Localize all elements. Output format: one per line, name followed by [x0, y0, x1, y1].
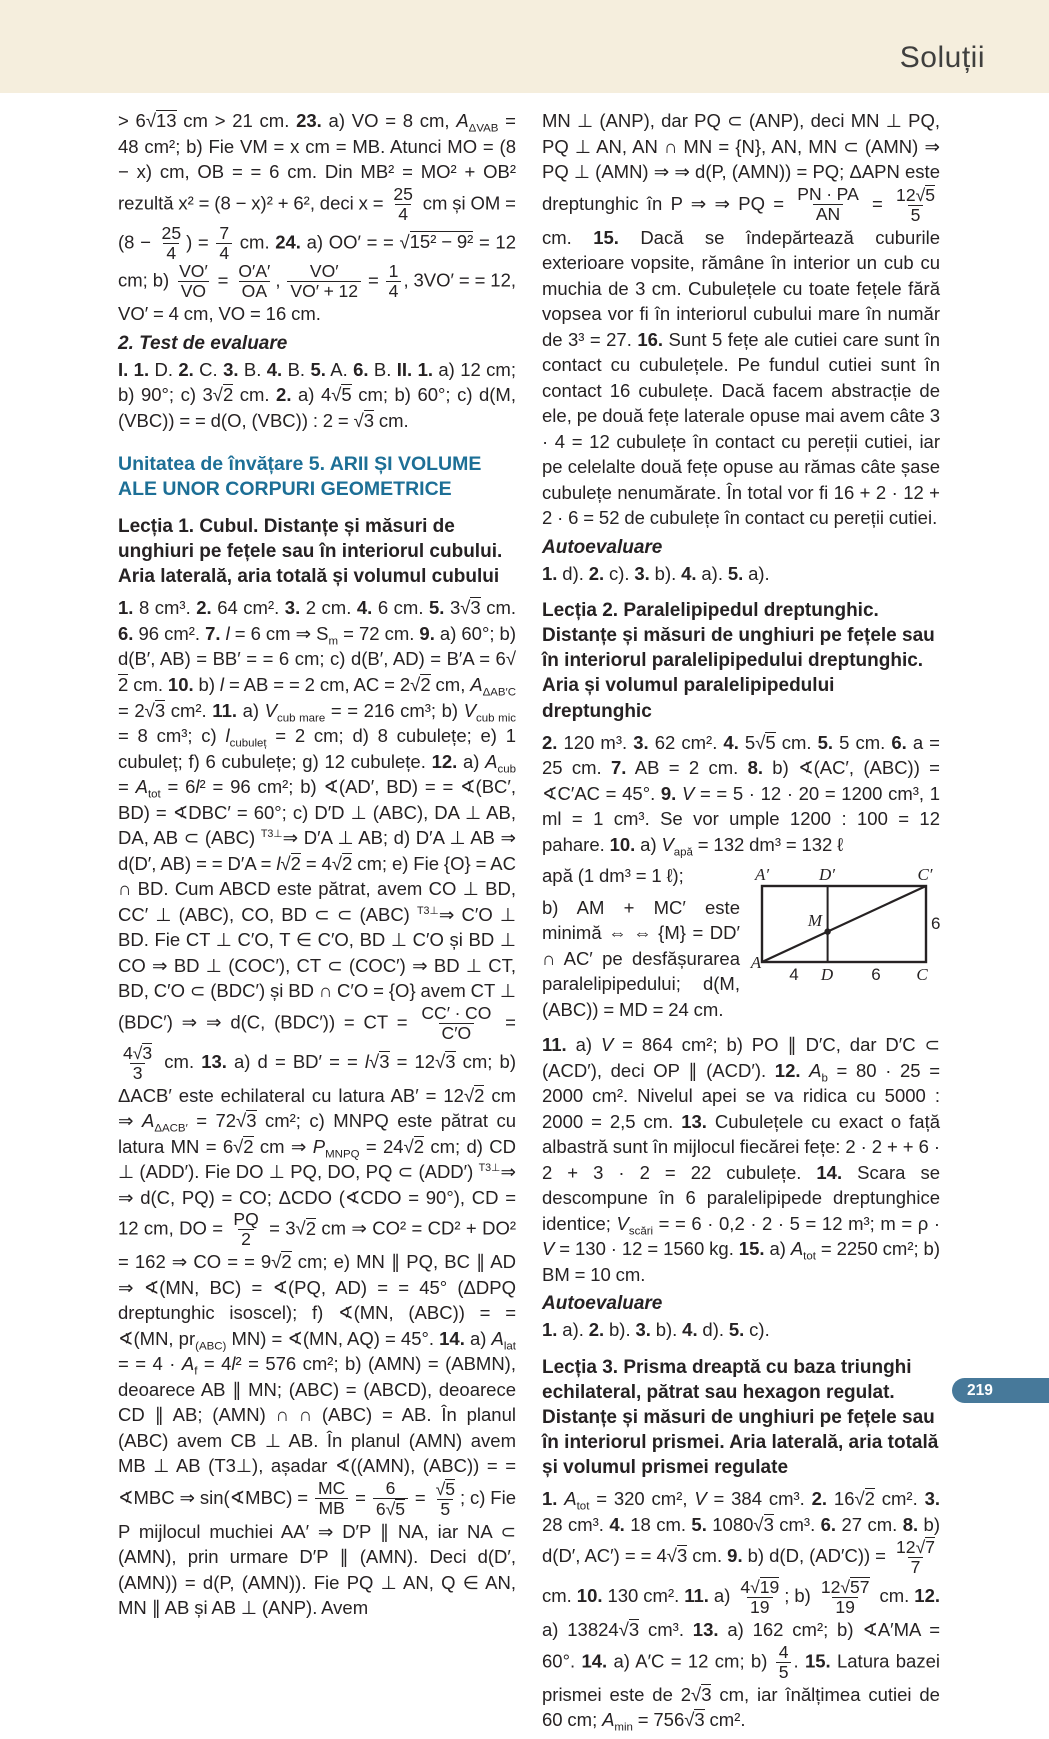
page-header-band: [0, 0, 1049, 93]
diagram-label-a-prime: A′: [754, 865, 770, 885]
diagram-label-c-prime: C′: [917, 865, 933, 885]
lesson3-heading: Lecția 3. Prisma dreaptă cu baza triunghi echilateral, pătrat sau hexagon regulat. Distanțe și măsuri de unghiuri pe fețele sau în interiorul prismei. Aria laterală, aria totală și volumul prismei regulate: [542, 1356, 939, 1479]
lesson2-solutions-a: 2. 120 m³. 3. 62 cm². 4. 5√5 cm. 5. 5 cm. 6. a = 25 cm. 7. AB = 2 cm. 8. b) ∢(AC′, (ABC)) = ∢C′AC = 45°. 9. V = = 5 · 12 · 20 = 1200 cm³, 1 ml = 1 cm³. Se vor umple 1200 : 100 = 12 pahare. 10. a) $V_{apă} = 132$ dm³ = 132 ℓ: [542, 731, 941, 859]
lesson3-solutions: 1. $A_{tot} = 320$ cm², V = 384 cm³. 2. 16√2 cm². 3. 28 cm³. 4. 18 cm. 5. 1080√3 cm³. 6. 27 cm. 8. b) d(D′, AC′) = = 4√3 cm. 9. b) d(D, (AD′C)) = $\frac{12√7}{7}$ cm. 10. 130 cm². 11. a) $\frac{4√19}{19}$ ; b) $\frac{12√57}{19}$ cm. 12. a) 13824√3 cm³. 13. a) 162 cm²; b) ∢A′MA = 60°. 14. a) A′C = 12 cm; b) $\frac{4}{5}$ . 15. Latura bazei prismei este de 2√3 cm, iar înălțimea cutiei de 60 cm; $A_{min} = 756√3$ cm².: [542, 1488, 940, 1734]
solution-paragraph-continuation-right: MN ⊥ (ANP), dar PQ ⊂ (ANP), deci MN ⊥ PQ, PQ ⊥ AN, AN ∩ MN = {N}, AN, MN ⊂ (AMN) ⇒ PQ ⊥ (AMN) ⇒ ⇒ d(P, (AMN)) = PQ; ΔAPN este dreptunghic în P ⇒ ⇒ PQ = $\frac{PN \cdot PA}{AN}$ = $\frac{12√5}{5}$ cm. 15. Dacă se îndepărtează cuburile exterioare vopsite, rămâne în interior un cub cu muchia de 3 cm. Cubulețele cu toate fețele fără vopsea vor fi în interiorul cubului mare în număr de 3³ = 27. 16. Sunt 5 fețe ale cutiei care sunt în contact cu cubulețele. Pe fundul cutiei sunt în contact 16 cubulețe. Dacă facem abstracție de ele, pe două fețe laterale opuse mai avem câte 3 · 4 = 12 cubulețe în contact cu pereții cutiei, iar pe celelalte două fețe opuse au rămas câte șase cubulețe nenumărate. În total vor fi 16 + 2 · 12 + 2 · 6 = 52 de cubulețe în contact cu pereții cutiei.: [542, 110, 941, 529]
test-evaluation-answers: I. 1. D. 2. C. 3. B. 4. B. 5. A. 6. B. II. 1. a) 12 cm; b) 90°; c) 3√2 cm. 2. a) 4√5 cm; b) 60°; c) d(M, (VBC)) = = d(O, (VBC)) : 2 = √3 cm.: [118, 358, 516, 431]
page-number: 219: [967, 1381, 993, 1399]
lesson1-solutions: 1. 8 cm³. 2. 64 cm². 3. 2 cm. 4. 6 cm. 5. 3√3 cm. 6. 96 cm². 7. l = 6 cm ⇒ $S_m = 72$ cm. 9. a) 60°; b) d(B′, AB) = BB′ = = 6 cm; c) d(B′, AD) = B′A = 6√2 cm. 10. b) l = AB = = 2 cm, AC = 2√2 cm, $A_{\Delta AB'C} = 2√3$ cm². 11. a) $V_{cub mare}$ = = 216 cm³; b) $V_{cub mic} = 8$ cm³; c) $l_{cubuleț} = 2$ cm; d) 8 cubulețe; e) 1 cubuleț; f) 6 cubulețe; g) 12 cubulețe. 12. a) $A_{cub} = A_{tot} = 6l^2 = 96$ cm²; b) ∢(AD′, BD) = = ∢(BC′, BD) = ∢DBC′ = 60°; c) D′D ⊥ (ABC), DA ⊥ AB, DA, AB ⊂ (ABC) $^{T3\perp}$⇒ D′A ⊥ AB; d) D′A ⊥ AB ⇒ d(D′, AB) = = D′A = l√2 = 4√2 cm; e) Fie {O} = AC ∩ BD. Cum ABCD este pătrat, avem CO ⊥ BD, CC′ ⊥ (ABC), CO, BD ⊂ ⊂ (ABC) $^{T3\perp}$⇒ C′O ⊥ BD. Fie CT ⊥ C′O, T ∈ C′O, BD ⊥ C′O și BD ⊥ CO ⇒ BD ⊥ (COC′), CT ⊂ (COC′) ⇒ BD ⊥ CT, BD, C′O ⊂ (BDC′) și BD ∩ C′O = {O} avem CT ⊥ (BDC′) ⇒ ⇒ d(C, (BDC′)) = CT = $\frac{CC' \cdot CO}{C'O}$ = $\frac{4√3}{3}$ cm. 13. a) d = BD′ = = l√3 = 12√3 cm; b) ΔACB′ este echilateral cu latura AB′ = 12√2 cm ⇒ $A_{\Delta ACB'} = 72√3$ cm²; c) MNPQ este pătrat cu latura MN = 6√2 cm ⇒ $P_{MNPQ} = 24√2$ cm; d) CD ⊥ (ADD′). Fie DO ⊥ PQ, DO, PQ ⊂ (ADD′) $^{T3\perp}$⇒ ⇒ d(C, PQ) = CO; ΔCDO (∢CDO = 90°), CD = 12 cm, DO = $\frac{PQ}{2}$ = 3√2 cm ⇒ CO² = CD² + DO² = 162 ⇒ CO = = 9√2 cm; e) MN ∥ PQ, BC ∥ AD ⇒ ∢(MN, BC) = ∢(PQ, AD) = = 45° (ΔDPQ dreptunghic isoscel); f) ∢(MN, (ABC)) = = ∢(MN, $pr_{(ABC)}$ MN) = ∢(MN, AQ) = 45°. 14. a) $A_{lat}$ = = $4 \cdot A_f = 4l^2 = 576$ cm²; b) (AMN) = (ABMN), deoarece AB ∥ MN; (ABC) = (ABCD), deoarece CD ∥ AB; (AMN) ∩ ∩ (ABC) = AB. În planul (ABC) avem CB ⊥ AB. În planul (AMN) avem MB ⊥ AB (T3⊥), așadar ∢((AMN), (ABC)) = = ∢MBC ⇒ sin(∢MBC) = $\frac{MC}{MB}$ = $\frac{6}{6√5}$ = $\frac{√5}{5}$ ; c) Fie P mijlocul muchiei AA′ ⇒ D′P ∥ NA, iar NA ⊂ (AMN), prin urmare D′P ∥ (AMN). Deci d(D′, (AMN)) = d(P, (AMN)). Fie PQ ⊥ AN, Q ∈ AN, MN ∥ AB și AB ⊥ (ANP). Avem: [118, 597, 517, 1619]
test-evaluation-heading: 2. Test de evaluare: [118, 332, 288, 354]
diagram-label-d: D: [820, 965, 834, 985]
diagram-label-6-right: 6: [931, 914, 940, 934]
diagram-label-a: A: [750, 953, 762, 973]
left-column: [118, 108, 516, 1739]
solution-paragraph-continuation: > 6√13 cm > 21 cm. 23. a) VO = 8 cm, $A_{\Delta VAB} = 48$ cm²; b) Fie VM = x cm = MB. Atunci MO = (8 − x) cm, OB = = 6 cm. Din MB² = MO² + OB² rezultă x² = (8 − x)² + 6², deci x = $\frac{25}{4}$ cm și OM = (8 − $\frac{25}{4}$ ) = $\frac{7}{4}$ cm. 24. a) OO′ = = √15² − 9² = 12 cm; b) $\frac{VO'}{VO}$ = $\frac{O'A'}{OA}$ , $\frac{VO'}{VO' + 12}$ = $\frac{1}{4}$ , 3VO′ = = 12, VO′ = 4 cm, VO = 16 cm.: [118, 110, 517, 325]
diagram-point-m: [824, 929, 830, 935]
parallelepiped-unfolding-diagram: [748, 863, 940, 1028]
figure-row: [542, 863, 940, 1028]
autoevaluation1-answers: 1. d). 2. c). 3. b). 4. a). 5. a).: [542, 562, 770, 584]
page-number-tab: [952, 1378, 1049, 1403]
diagram-diagonal-ac: [762, 886, 926, 962]
autoevaluation2-heading: Autoevaluare: [542, 1293, 663, 1315]
page-content: [118, 108, 939, 1739]
diagram-label-m: M: [807, 911, 822, 931]
page-title: Soluții: [899, 41, 985, 74]
figure-text-a: apă (1 dm³ = 1 ℓ);: [542, 865, 684, 887]
figure-text-b: b) AM + MC′ este minimă ⇔ ⇔ {M} = DD′ ∩ AC′ pe desfășurarea paralelipipedului; d(M, (ABC)) = MD = 24 cm.: [542, 896, 740, 1020]
lesson2-heading: Lecția 2. Paralelipipedul dreptunghic. Distanțe și măsuri de unghiuri pe fețele sau în interiorul paralelipipedului dreptunghic. Aria și volumul paralelipipedului dreptunghic: [542, 600, 935, 722]
lesson2-solutions-b: 11. a) V = 864 cm²; b) PO ∥ D′C, dar D′C ⊂ (ACD′), deci OP ∥ (ACD′). 12. $A_b = 80 \cdot 25 = 2000$ cm². Nivelul apei se va ridica cu 5000 : 2000 = 2,5 cm. 13. Cubulețele cu exact o față albastră sunt în mijlocul fiecărei fețe: 2 · 2 + + 6 · 2 + 3 · 2 = 22 cubulețe. 14. Scara se descompune în 6 paralelipipede dreptunghice identice; $V_{scări}$ = = 6 · 0,2 · 2 · 5 = 12 m³; m = ρ · V = 130 · 12 = 1560 kg. 15. a) $A_{tot} = 2250$ cm²; b) BM = 10 cm.: [542, 1034, 941, 1285]
diagram-label-c: C: [916, 965, 928, 985]
figure-side-text: [542, 863, 740, 1028]
lesson1-heading: Lecția 1. Cubul. Distanțe și măsuri de unghiuri pe fețele sau în interiorul cubului. Aria laterală, aria totală și volumul cubului: [118, 516, 503, 588]
autoevaluation2-answers: 1. a). 2. b). 3. b). 4. d). 5. c).: [542, 1319, 770, 1341]
diagram-label-4: 4: [789, 965, 799, 985]
right-column: [542, 108, 940, 1739]
diagram-label-d-prime: D′: [819, 865, 835, 885]
unit5-heading: Unitatea de învățare 5. ARII ȘI VOLUME ALE UNOR CORPURI GEOMETRICE: [118, 452, 482, 500]
autoevaluation1-heading: Autoevaluare: [542, 536, 663, 558]
diagram-label-6-bottom: 6: [871, 965, 881, 985]
